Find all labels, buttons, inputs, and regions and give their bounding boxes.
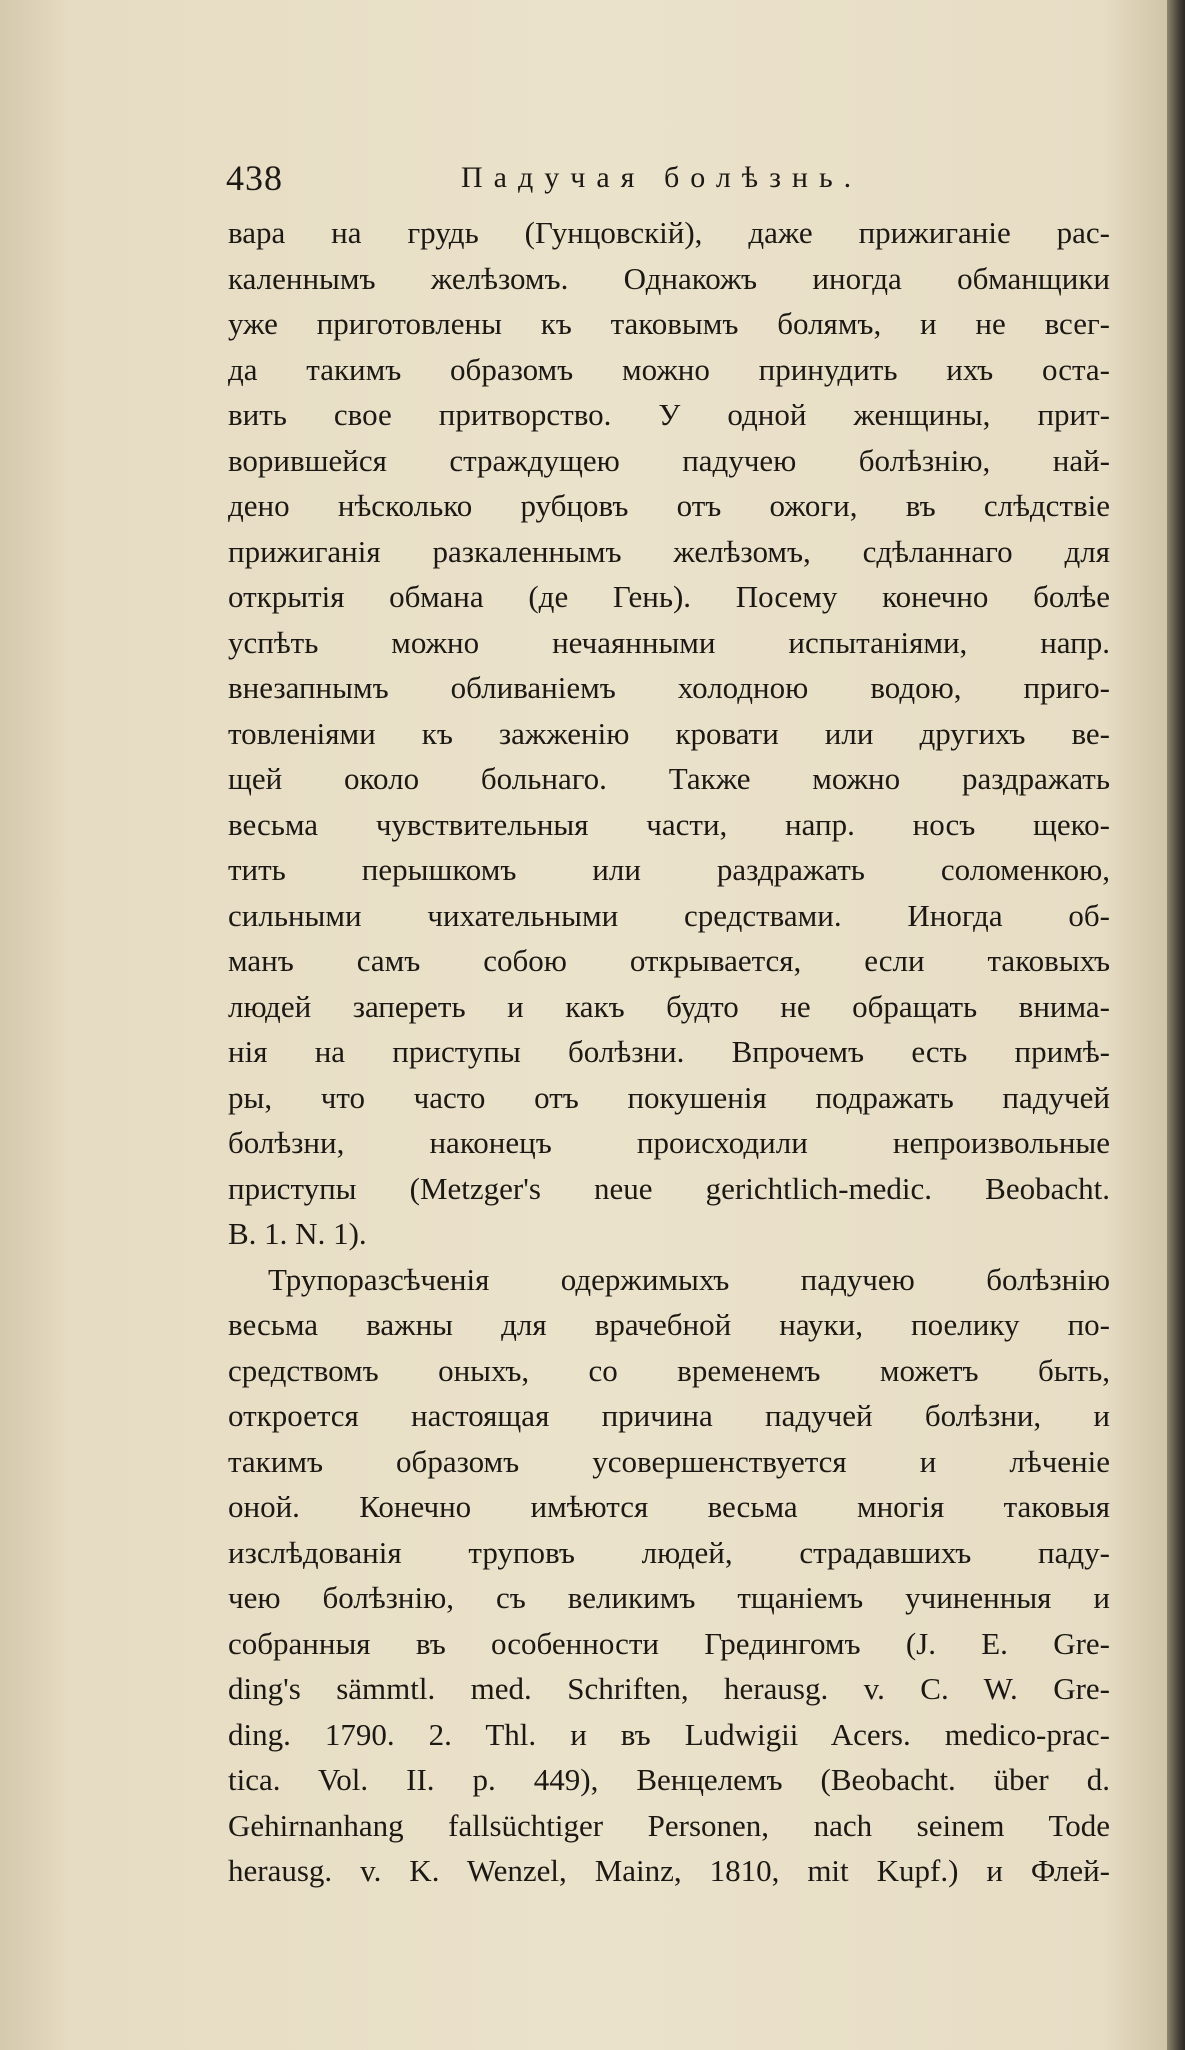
- text-line: успѣть можно нечаянными испытаніями, напр.: [228, 624, 1110, 660]
- text-block: [228, 210, 1110, 1894]
- text-line: сильными чихательными средствами. Иногда об-: [228, 897, 1110, 933]
- text-line: тить перышкомъ или раздражать соломенкою,: [228, 852, 1110, 887]
- text-line: да такимъ образомъ можно принудить ихъ оста-: [228, 351, 1110, 387]
- text-line: ding. 1790. 2. Thl. и въ Ludwigii Acers. medico-prac-: [228, 1716, 1110, 1752]
- text-line: нія на приступы болѣзни. Впрочемъ есть примѣ-: [228, 1034, 1110, 1069]
- text-line: щей около больнаго. Также можно раздражать: [228, 761, 1110, 796]
- page-edge-shadow: [1167, 0, 1185, 2050]
- text-line: товленіями къ зажженію кровати или другихъ ве-: [228, 715, 1110, 751]
- running-title: Падучая болѣзнь.: [461, 161, 863, 194]
- text-line: tica. Vol. II. p. 449), Венцелемъ (Beobacht. über d.: [228, 1762, 1110, 1797]
- text-line: дено нѣсколько рубцовъ отъ ожоги, въ слѣдствіе: [228, 488, 1110, 523]
- text-line: B. 1. N. 1).: [228, 1216, 367, 1251]
- text-line: весьма чувствительныя части, напр. носъ щеко-: [228, 806, 1110, 842]
- text-line: вить свое притворство. У одной женщины, прит-: [228, 397, 1110, 432]
- running-head: [226, 155, 1106, 201]
- text-line: herausg. v. K. Wenzel, Mainz, 1810, mit Kupf.) и Флей-: [228, 1853, 1110, 1888]
- text-line: оной. Конечно имѣются весьма многія таковыя: [228, 1489, 1110, 1524]
- text-line: средствомъ оныхъ, со временемъ можетъ быть,: [228, 1352, 1110, 1388]
- text-line: откроется настоящая причина падучей болѣзни, и: [228, 1398, 1110, 1433]
- text-line: приступы (Metzger's neue gerichtlich-medic. Beobacht.: [228, 1170, 1110, 1206]
- text-line: Gehirnanhang fallsüchtiger Personen, nach seinem Tode: [228, 1807, 1110, 1843]
- text-line: такимъ образомъ усовершенствуется и лѣченіе: [228, 1443, 1110, 1479]
- text-line: изслѣдованія труповъ людей, страдавшихъ паду-: [228, 1534, 1110, 1570]
- text-line: каленнымъ желѣзомъ. Однакожъ иногда обманщики: [228, 260, 1110, 296]
- text-line: ding's sämmtl. med. Schriften, herausg. v. C. W. Gre-: [228, 1671, 1110, 1706]
- text-line: ры, что часто отъ покушенія подражать падучей: [228, 1079, 1110, 1115]
- text-line: манъ самъ собою открывается, если таковыхъ: [228, 943, 1110, 978]
- text-line: вара на грудь (Гунцовскій), даже прижиганіе рас-: [228, 215, 1110, 250]
- text-line: ворившейся страждущею падучею болѣзнію, най-: [228, 442, 1110, 478]
- text-line: весьма важны для врачебной науки, поелику по-: [228, 1307, 1110, 1342]
- text-line: внезапнымъ обливаніемъ холодною водою, приго-: [228, 670, 1110, 705]
- text-line: уже приготовлены къ таковымъ болямъ, и не всег-: [228, 306, 1110, 341]
- text-line: чею болѣзнію, съ великимъ тщаніемъ учиненныя и: [228, 1580, 1110, 1615]
- text-line: людей запереть и какъ будто не обращать внима-: [228, 988, 1110, 1024]
- text-line: прижиганія разкаленнымъ желѣзомъ, сдѣланнаго для: [228, 533, 1110, 569]
- text-line: открытія обмана (де Гень). Посему конечно болѣе: [228, 579, 1110, 614]
- text-line: Трупоразсѣченія одержимыхъ падучею болѣзнію: [268, 1261, 1110, 1297]
- page-number: 438: [226, 158, 283, 198]
- text-line: собранныя въ особенности Гредингомъ (J. E. Gre-: [228, 1625, 1110, 1661]
- text-line: болѣзни, наконецъ происходили непроизвольные: [228, 1125, 1110, 1160]
